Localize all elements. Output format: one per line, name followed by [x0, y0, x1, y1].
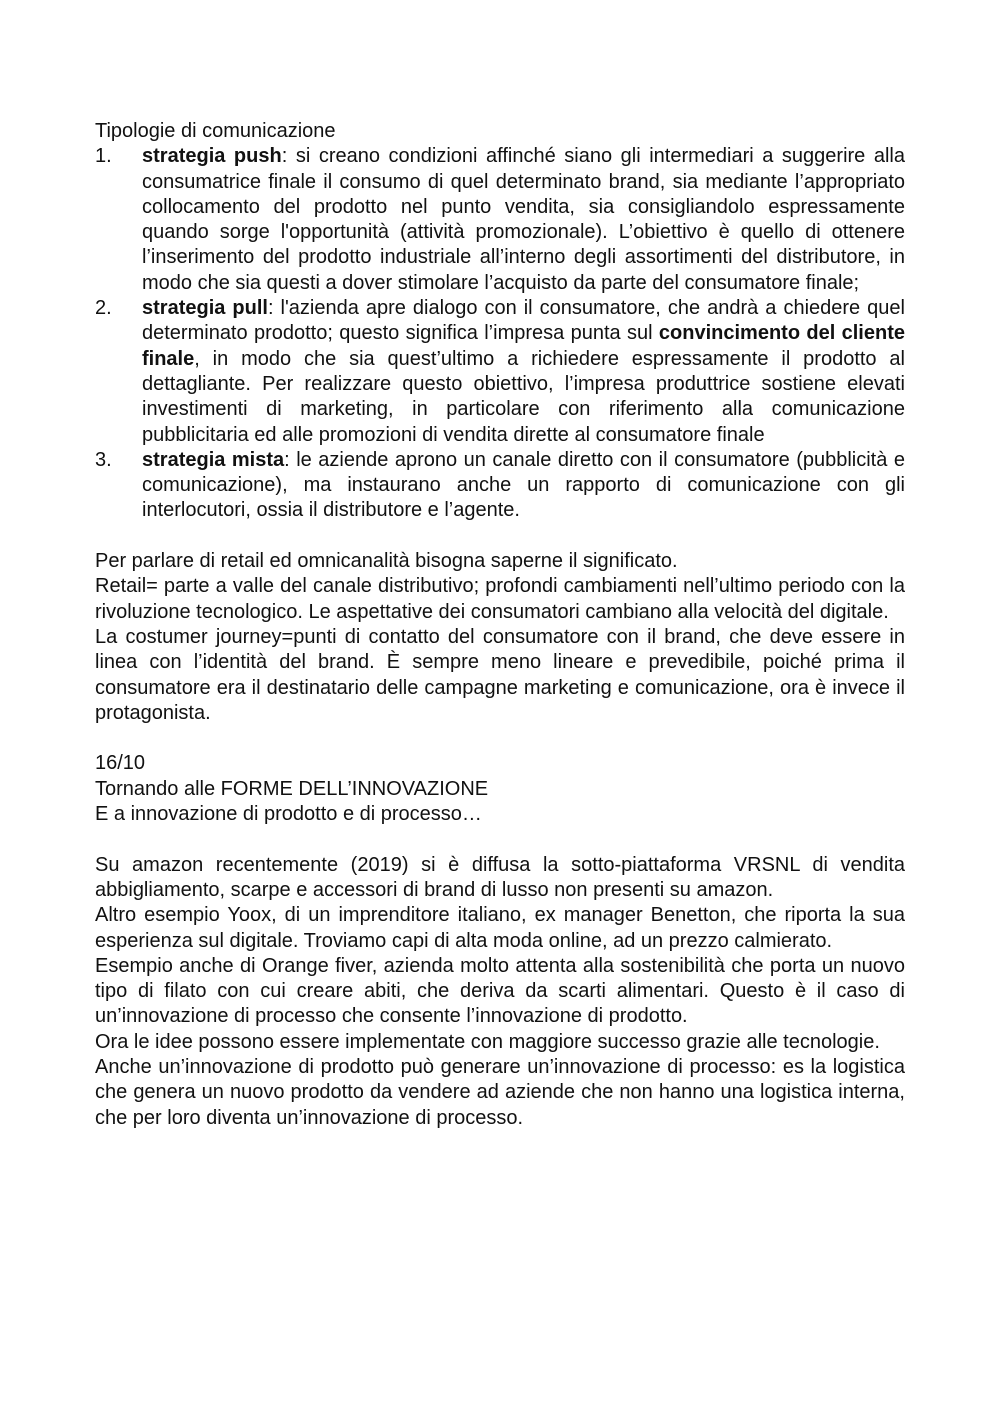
strategy-description: : le aziende aprono un canale diretto con il consumatore (pubblicità e comunicazione), ma instaurano anche un rapporto di comunicazione con gli interlocutori, ossia il distributore e l’agente. [142, 448, 905, 522]
document-page [95, 119, 905, 1131]
subheading: E a innovazione di prodotto e di processo… [95, 803, 482, 826]
list-item [95, 144, 905, 296]
subheading: Tornando alle FORME DELL’INNOVAZIONE [95, 777, 489, 800]
paragraph: La costumer journey=punti di contatto del consumatore con il brand, che deve essere in linea con l’identità del brand. È sempre meno lineare e prevedibile, poiché prima il consumatore era il destinatario delle campagne marketing e comunicazione, ora è invece il protagonista. [95, 625, 905, 724]
list-number: 2. [95, 297, 112, 320]
paragraph: Esempio anche di Orange fiver, azienda molto attenta alla sostenibilità che porta un nuovo tipo di filato con cui creare abiti, che deriva da scarti alimentari. Questo è il caso di un’innovazione di processo che consente l’innovazione di prodotto. [95, 954, 905, 1028]
paragraph: Ora le idee possono essere implementate con maggiore successo grazie alle tecnologie. [95, 1030, 880, 1053]
strategy-term: strategia mista [142, 448, 285, 471]
strategy-term: strategia pull [142, 297, 268, 320]
paragraph: Per parlare di retail ed omnicanalità bisogna saperne il significato. [95, 550, 678, 573]
emphasis-text: convincimento del cliente finale [142, 322, 905, 370]
strategy-description: : l'azienda apre dialogo con il consumatore, che andrà a chiedere quel determinato prodotto; questo significa l’impresa punta sul [142, 297, 905, 345]
section-heading: Tipologie di comunicazione [95, 120, 336, 142]
strategy-description: : si creano condizioni affinché siano gli intermediari a suggerire alla consumatrice finale il consumo di quel determinato brand, sia mediante l’appropriato collocamento del prodotto nel punto vendita, sia consigliandolo espressamente quando sorge l'opportunità (attività promozionale). L’obiettivo è quello di ottenere l’inserimento del prodotto industriale all’interno degli assortimenti del distributore, in modo che sia questi a dover stimolare l’acquisto da parte del consumatore finale; [142, 145, 905, 294]
spacer [95, 827, 905, 852]
paragraph: Su amazon recentemente (2019) si è diffusa la sotto-piattaforma VRSNL di vendita abbigliamento, scarpe e accessori di brand di lusso non presenti su amazon. [95, 853, 905, 901]
list-number: 1. [95, 145, 112, 168]
list-item [95, 296, 905, 448]
paragraph: Altro esempio Yoox, di un imprenditore italiano, ex manager Benetton, che riporta la sua esperienza sul digitale. Troviamo capi di alta moda online, ad un prezzo calmierato. [95, 904, 905, 952]
paragraph: Retail= parte a valle del canale distributivo; profondi cambiamenti nell’ultimo periodo con la rivoluzione tecnologico. Le aspettative dei consumatori cambiano alla velocità del digitale. [95, 575, 905, 623]
spacer [95, 726, 905, 751]
date-line: 16/10 [95, 752, 146, 775]
paragraph: Anche un’innovazione di prodotto può generare un’innovazione di processo: es la logistica che genera un nuovo prodotto da vendere ad aziende che non hanno una logistica interna, che per loro diventa un’innovazione di processo. [95, 1055, 905, 1129]
strategy-term: strategia push [142, 145, 282, 168]
strategy-list [95, 144, 905, 523]
spacer [95, 524, 905, 549]
list-number: 3. [95, 448, 112, 471]
strategy-description: , in modo che sia quest’ultimo a richiedere espressamente il prodotto al dettagliante. Per realizzare questo obiettivo, l’impresa produttrice sostiene elevati investimenti di marketing, in particolare con riferimento alla comunicazione pubblicitaria ed alle promozioni di vendita dirette al consumatore finale [142, 347, 905, 446]
list-item [95, 448, 905, 524]
